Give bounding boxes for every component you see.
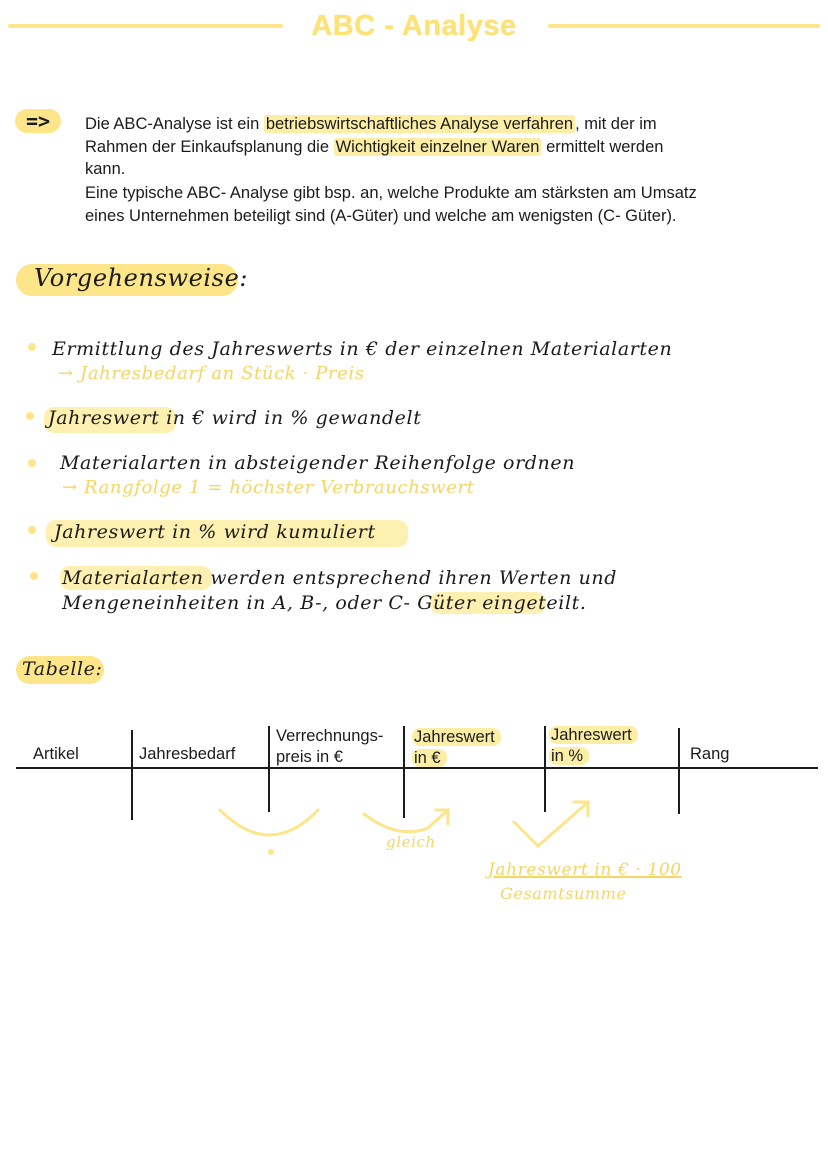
bullet-4 xyxy=(28,526,36,534)
col-header-rang: Rang xyxy=(690,745,730,763)
check-arrow-annotation xyxy=(508,794,598,854)
multiply-arc-annotation xyxy=(210,800,330,860)
col-header-verrechnungspreis: Verrechnungs- preis in € xyxy=(276,727,384,766)
arrow-badge: => xyxy=(15,109,61,133)
step-3-text: Materialarten in absteigender Reihenfolge ordnen xyxy=(60,452,576,474)
formula-denominator: Gesamtsumme xyxy=(500,884,627,903)
table-divider-1 xyxy=(131,730,133,820)
step-1-text: Ermittlung des Jahreswerts in € der einzelnen Materialarten xyxy=(52,338,673,360)
col-header-jahreswert-eur: Jahreswert in € xyxy=(412,727,501,769)
bullet-1 xyxy=(28,343,36,351)
procedure-heading: Vorgehensweise: xyxy=(34,264,249,292)
intro-paragraph-1: Die ABC-Analyse ist ein betriebswirtschaftliches Analyse verfahren , mit der im Rahmen der Einkaufsplanung die Wichtigkeit einzelner Waren ermittelt werden kann. xyxy=(85,115,664,178)
col-header-jahreswert-pct: Jahreswert in % xyxy=(549,725,638,767)
step-5-line-2: Mengeneinheiten in A, B-, oder C- Güter eingeteilt. xyxy=(62,592,587,614)
col-header-jahresbedarf: Jahresbedarf xyxy=(139,745,236,763)
bullet-2 xyxy=(26,412,34,420)
highlight-wichtigkeit: Wichtigkeit einzelner Waren xyxy=(335,137,540,156)
table-divider-5 xyxy=(678,728,680,814)
page-title: ABC - Analyse xyxy=(311,10,517,42)
step-2-text: Jahreswert in € wird in % gewandelt xyxy=(48,407,422,429)
highlight-analyse-verfahren: betriebswirtschaftliches Analyse verfahren xyxy=(265,115,574,133)
step-5-line-1: Materialarten werden entsprechend ihren Werten und xyxy=(62,567,618,589)
step-3-sub: → Rangfolge 1 = höchster Verbrauchswert xyxy=(62,477,475,498)
bullet-3 xyxy=(28,459,36,467)
step-1-sub: → Jahresbedarf an Stück · Preis xyxy=(58,363,365,384)
step-4-text: Jahreswert in % wird kumuliert xyxy=(54,521,376,543)
col-header-artikel: Artikel xyxy=(33,745,79,763)
intro-paragraph-2: Eine typische ABC- Analyse gibt bsp. an, welche Produkte am stärksten am Umsatz eines Unternehmen beteiligt sind (A-Güter) und welche am wenigsten (C- Güter). xyxy=(85,184,697,225)
bullet-5 xyxy=(30,572,38,580)
table-heading: Tabelle: xyxy=(22,658,103,680)
formula-numerator: Jahreswert in € · 100 xyxy=(488,860,682,880)
annotation-gleich: gleich xyxy=(386,833,436,851)
